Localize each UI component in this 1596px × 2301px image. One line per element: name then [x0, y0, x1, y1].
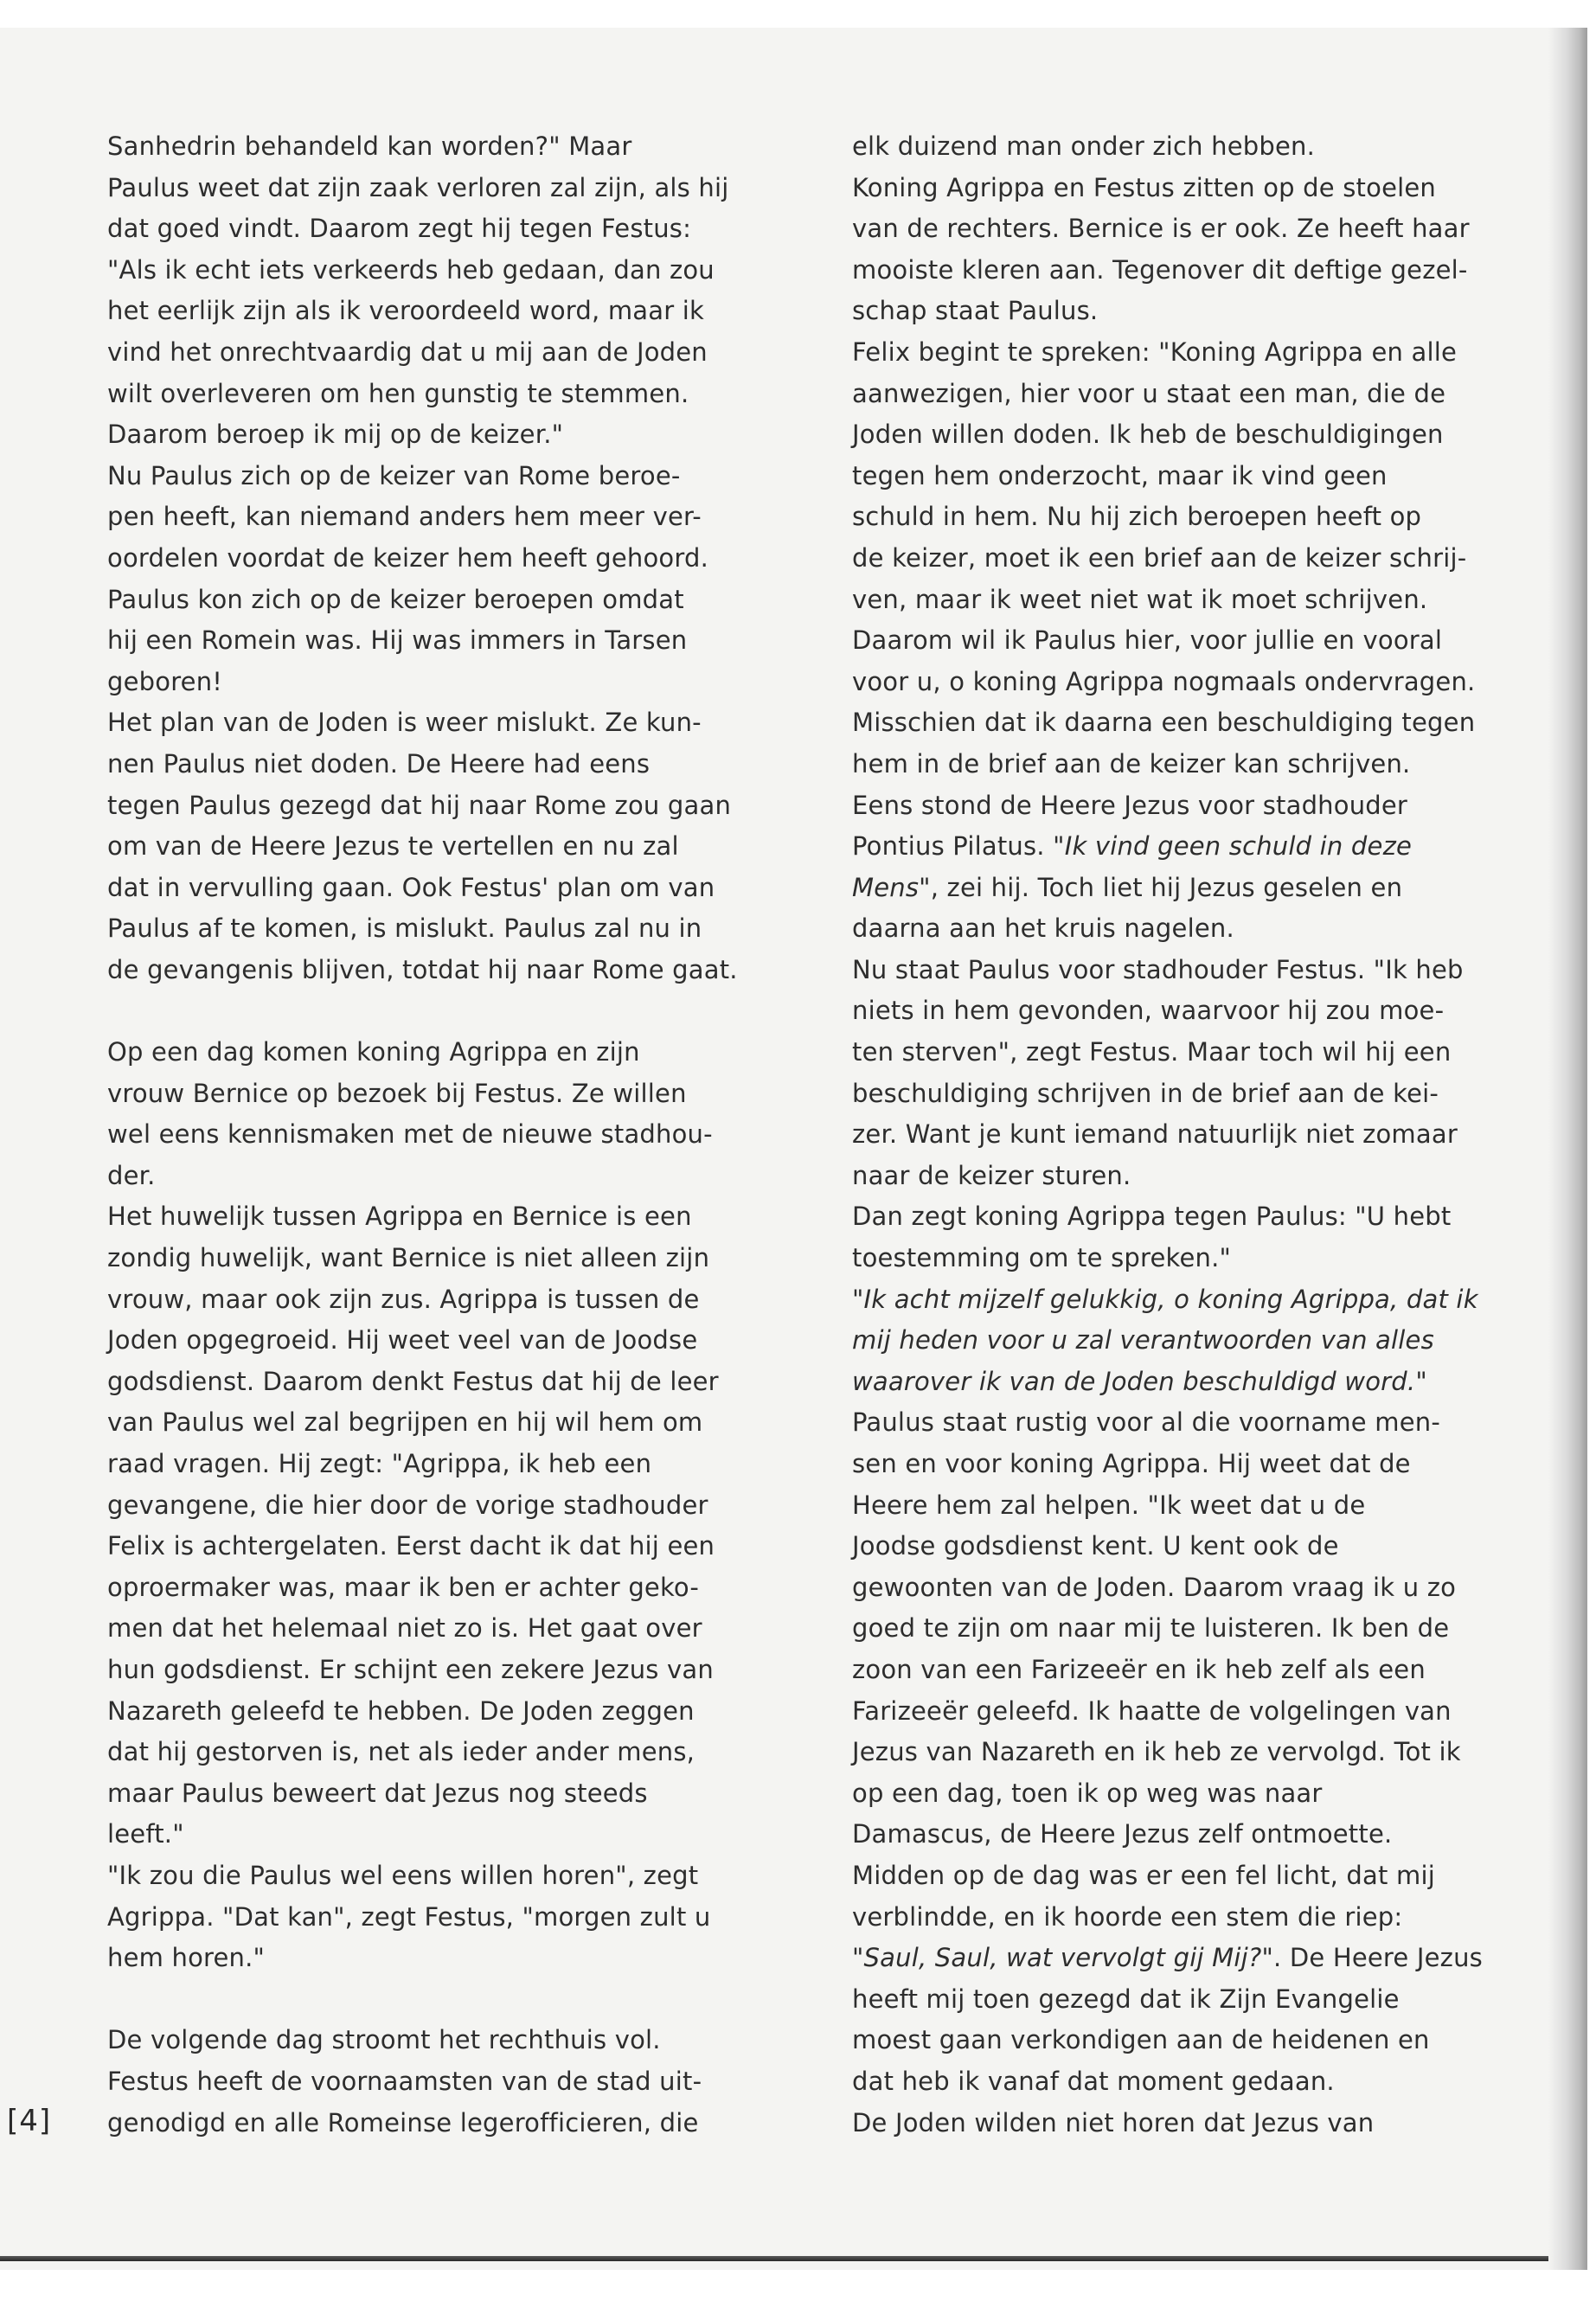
- paragraph-gap: [107, 990, 743, 1032]
- text-line: wilt overleveren om hen gunstig te stemmen.: [107, 378, 689, 408]
- page-edge: [1587, 28, 1596, 2270]
- text-line: De volgende dag stroomt het rechthuis vol.: [107, 2025, 661, 2055]
- text-line: De Joden wilden niet horen dat Jezus van: [852, 2107, 1375, 2138]
- text-line: naar de keizer sturen.: [852, 1160, 1131, 1190]
- text-line: toestemming om te spreken.": [852, 1243, 1232, 1273]
- text-line: hun godsdienst. Er schijnt een zekere Jezus van: [107, 1654, 714, 1684]
- text-line: zoon van een Farizeeër en ik heb zelf als een: [852, 1654, 1426, 1684]
- text-line: nen Paulus niet doden. De Heere had eens: [107, 748, 651, 779]
- text-line: raad vragen. Hij zegt: "Agrippa, ik heb een: [107, 1449, 652, 1478]
- text-run: Pontius Pilatus.: [852, 831, 1054, 862]
- text-line: Nu staat Paulus voor stadhouder Festus. "Ik heb: [852, 954, 1464, 984]
- italic-quote-line: "Ik acht mijzelf gelukkig, o koning Agrippa, dat ik: [852, 1284, 1478, 1314]
- text-line: zondig huwelijk, want Bernice is niet alleen zijn: [107, 1243, 710, 1273]
- text-line: Midden op de dag was er een fel licht, dat mij: [852, 1860, 1435, 1890]
- text-line: oproermaker was, maar ik ben er achter geko-: [107, 1572, 700, 1602]
- text-line: "Als ik echt iets verkeerds heb gedaan, dan zou: [107, 254, 715, 285]
- text-line: Misschien dat ik daarna een beschuldiging tegen: [852, 708, 1476, 738]
- text-line: Heere hem zal helpen. "Ik weet dat u de: [852, 1490, 1366, 1520]
- text-line: sen en voor koning Agrippa. Hij weet dat de: [852, 1449, 1411, 1478]
- text-line: heeft mij toen gezegd dat ik Zijn Evangelie: [852, 1984, 1400, 2014]
- italic-quote-line: mij heden voor u zal verantwoorden van alles: [852, 1325, 1434, 1356]
- text-line: Jezus van Nazareth en ik heb ze vervolgd. Tot ik: [852, 1737, 1461, 1767]
- text-line: de gevangenis blijven, totdat hij naar Rome gaat.: [107, 954, 738, 984]
- text-line: leeft.": [107, 1819, 184, 1849]
- text-line: elk duizend man onder zich hebben.: [852, 131, 1316, 161]
- text-line: hem horen.": [107, 1943, 266, 1973]
- text-line: Festus heeft de voornaamsten van de stad uit-: [107, 2066, 702, 2096]
- text-line: Felix is achtergelaten. Eerst dacht ik dat hij een: [107, 1531, 715, 1561]
- text-line: Paulus kon zich op de keizer beroepen omdat: [107, 584, 684, 614]
- text-line: Daarom beroep ik mij op de keizer.": [107, 420, 564, 450]
- text-line: dat heb ik vanaf dat moment gedaan.: [852, 2066, 1335, 2096]
- text-line: Damascus, de Heere Jezus zelf ontmoette.: [852, 1819, 1393, 1849]
- text-run: , zei hij. Toch liet hij Jezus geselen en: [930, 872, 1403, 902]
- text-line: maar Paulus beweert dat Jezus nog steeds: [107, 1778, 648, 1808]
- text-line: gewoonten van de Joden. Daarom vraag ik u zo: [852, 1572, 1457, 1602]
- text-line: [852, 826, 1488, 868]
- text-line: genodigd en alle Romeinse legerofficieren, die: [107, 2107, 699, 2138]
- text-line: Farizeeër geleefd. Ik haatte de volgelingen van: [852, 1695, 1452, 1726]
- text-line: Het plan van de Joden is weer mislukt. Ze kun-: [107, 708, 702, 738]
- text-line: pen heeft, kan niemand anders hem meer ver-: [107, 502, 702, 532]
- text-line: Op een dag komen koning Agrippa en zijn: [107, 1037, 640, 1067]
- text-line: aanwezigen, hier voor u staat een man, die de: [852, 378, 1446, 408]
- text-run: . De Heere Jezus: [1273, 1943, 1483, 1973]
- text-line: der.: [107, 1160, 156, 1190]
- text-line: ten sterven", zegt Festus. Maar toch wil hij een: [852, 1037, 1452, 1067]
- text-line: vrouw, maar ook zijn zus. Agrippa is tussen de: [107, 1284, 700, 1314]
- paragraph-gap: [107, 1979, 743, 2021]
- text-line: [852, 1938, 1488, 1979]
- text-line: verblindde, en ik hoorde een stem die riep:: [852, 1901, 1403, 1932]
- text-line: goed te zijn om naar mij te luisteren. Ik ben de: [852, 1613, 1450, 1644]
- text-line: dat goed vindt. Daarom zegt hij tegen Festus:: [107, 214, 692, 244]
- text-line: [852, 868, 1488, 909]
- text-line: Nazareth geleefd te hebben. De Joden zeggen: [107, 1695, 695, 1726]
- page-number: [4]: [7, 2104, 52, 2138]
- text-line: men dat het helemaal niet zo is. Het gaat over: [107, 1613, 702, 1644]
- text-line: schuld in hem. Nu hij zich beroepen heeft op: [852, 502, 1422, 532]
- text-line: Sanhedrin behandeld kan worden?" Maar: [107, 131, 632, 161]
- text-line: Het huwelijk tussen Agrippa en Bernice is een: [107, 1202, 692, 1232]
- text-line: Koning Agrippa en Festus zitten op de stoelen: [852, 172, 1436, 202]
- text-line: Felix begint te spreken: "Koning Agrippa en alle: [852, 336, 1458, 367]
- italic-quote: Mens": [852, 872, 931, 902]
- text-line: "Ik zou die Paulus wel eens willen horen", zegt: [107, 1860, 699, 1890]
- text-line: schap staat Paulus.: [852, 296, 1099, 326]
- text-line: oordelen voordat de keizer hem heeft gehoord.: [107, 542, 709, 573]
- text-line: Paulus weet dat zijn zaak verloren zal zijn, als hij: [107, 172, 729, 202]
- italic-quote: "Ik vind geen schuld in deze: [1053, 831, 1413, 862]
- text-line: de keizer, moet ik een brief aan de keizer schrij-: [852, 542, 1467, 573]
- text-line: godsdienst. Daarom denkt Festus dat hij de leer: [107, 1366, 719, 1396]
- text-line: mooiste kleren aan. Tegenover dit deftige gezel-: [852, 254, 1468, 285]
- text-line: Joden opgegroeid. Hij weet veel van de Joodse: [107, 1325, 698, 1356]
- text-line: voor u, o koning Agrippa nogmaals ondervragen.: [852, 666, 1476, 696]
- text-line: Agrippa. "Dat kan", zegt Festus, "morgen zult u: [107, 1901, 711, 1932]
- text-line: niets in hem gevonden, waarvoor hij zou moe-: [852, 996, 1445, 1026]
- text-line: wel eens kennismaken met de nieuwe stadhou-: [107, 1119, 713, 1150]
- text-line: Paulus staat rustig voor al die voorname men-: [852, 1407, 1440, 1438]
- text-line: van de rechters. Bernice is er ook. Ze heeft haar: [852, 214, 1470, 244]
- text-line: moest gaan verkondigen aan de heidenen en: [852, 2025, 1430, 2055]
- text-line: vind het onrechtvaardig dat u mij aan de Joden: [107, 336, 708, 367]
- italic-quote: "Saul, Saul, wat vervolgt gij Mij?": [852, 1943, 1274, 1973]
- text-line: tegen hem onderzocht, maar ik vind geen: [852, 460, 1388, 490]
- text-line: zer. Want je kunt iemand natuurlijk niet zomaar: [852, 1119, 1458, 1150]
- text-line: hij een Romein was. Hij was immers in Tarsen: [107, 625, 688, 656]
- text-line: dat in vervulling gaan. Ook Festus' plan om van: [107, 872, 715, 902]
- italic-quote-line: waarover ik van de Joden beschuldigd word.": [852, 1366, 1427, 1396]
- bottom-rule: [0, 2256, 1548, 2261]
- text-line: Eens stond de Heere Jezus voor stadhouder: [852, 790, 1408, 820]
- text-line: van Paulus wel zal begrijpen en hij wil hem om: [107, 1407, 703, 1438]
- text-line: tegen Paulus gezegd dat hij naar Rome zou gaan: [107, 790, 732, 820]
- text-line: op een dag, toen ik op weg was naar: [852, 1778, 1323, 1808]
- text-line: hem in de brief aan de keizer kan schrijven.: [852, 748, 1411, 779]
- text-line: geboren!: [107, 666, 223, 696]
- text-line: Daarom wil ik Paulus hier, voor jullie en vooral: [852, 625, 1443, 656]
- text-line: Paulus af te komen, is mislukt. Paulus zal nu in: [107, 913, 702, 944]
- text-line: beschuldiging schrijven in de brief aan de kei-: [852, 1078, 1439, 1108]
- text-line: vrouw Bernice op bezoek bij Festus. Ze willen: [107, 1078, 687, 1108]
- text-line: om van de Heere Jezus te vertellen en nu zal: [107, 831, 679, 862]
- text-line: ven, maar ik weet niet wat ik moet schrijven.: [852, 584, 1428, 614]
- text-line: Nu Paulus zich op de keizer van Rome beroe-: [107, 460, 681, 490]
- left-text-column: [107, 126, 743, 2144]
- text-line: daarna aan het kruis nagelen.: [852, 913, 1234, 944]
- text-line: gevangene, die hier door de vorige stadhouder: [107, 1490, 708, 1520]
- right-text-column: [852, 126, 1488, 2144]
- text-line: het eerlijk zijn als ik veroordeeld word, maar ik: [107, 296, 705, 326]
- text-line: Joodse godsdienst kent. U kent ook de: [852, 1531, 1339, 1561]
- text-line: Dan zegt koning Agrippa tegen Paulus: "U hebt: [852, 1202, 1452, 1232]
- text-line: Joden willen doden. Ik heb de beschuldigingen: [852, 420, 1444, 450]
- text-line: dat hij gestorven is, net als ieder ander mens,: [107, 1737, 695, 1767]
- page-spine-shadow: [1548, 28, 1587, 2270]
